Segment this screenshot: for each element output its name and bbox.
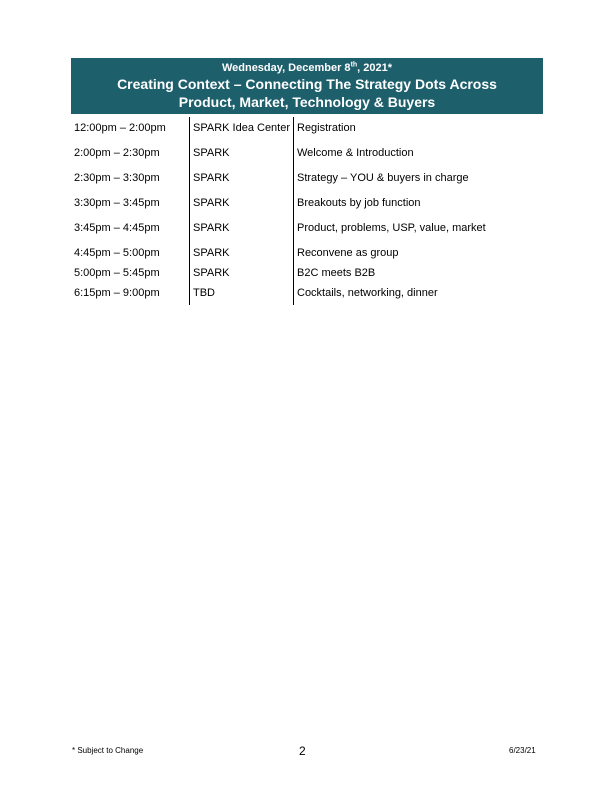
header-title-line-1: Creating Context – Connecting The Strategy Dots Across (117, 76, 497, 92)
activity-cell: Strategy – YOU & buyers in charge (297, 172, 469, 184)
schedule-header (71, 58, 543, 114)
header-date: Wednesday, December 8th, 2021* (221, 61, 393, 74)
time-cell: 6:15pm – 9:00pm (74, 287, 160, 299)
activity-cell: Registration (297, 122, 356, 134)
time-cell: 12:00pm – 2:00pm (74, 122, 166, 134)
activity-cell: Reconvene as group (297, 247, 399, 259)
location-cell: TBD (193, 287, 215, 299)
activity-cell: Welcome & Introduction (297, 147, 414, 159)
time-cell: 4:45pm – 5:00pm (74, 247, 160, 259)
time-cell: 2:30pm – 3:30pm (74, 172, 160, 184)
time-cell: 2:00pm – 2:30pm (74, 147, 160, 159)
time-cell: 3:30pm – 3:45pm (74, 197, 160, 209)
column-divider-1 (189, 117, 190, 305)
location-cell: SPARK (193, 197, 230, 209)
time-cell: 3:45pm – 4:45pm (74, 222, 160, 234)
header-title-line-2: Product, Market, Technology & Buyers (178, 94, 436, 110)
location-cell: SPARK (193, 222, 230, 234)
activity-cell: Breakouts by job function (297, 197, 421, 209)
activity-cell: Product, problems, USP, value, market (297, 222, 486, 234)
location-cell: SPARK (193, 147, 230, 159)
page-number: 2 (299, 744, 306, 758)
column-divider-2 (293, 117, 294, 305)
time-cell: 5:00pm – 5:45pm (74, 267, 160, 279)
activity-cell: Cocktails, networking, dinner (297, 287, 438, 299)
location-cell: SPARK (193, 247, 230, 259)
location-cell: SPARK Idea Center (193, 122, 291, 134)
location-cell: SPARK (193, 172, 230, 184)
activity-cell: B2C meets B2B (297, 267, 376, 279)
footer-note: * Subject to Change (72, 746, 144, 755)
location-cell: SPARK (193, 267, 230, 279)
footer-date: 6/23/21 (509, 746, 536, 755)
